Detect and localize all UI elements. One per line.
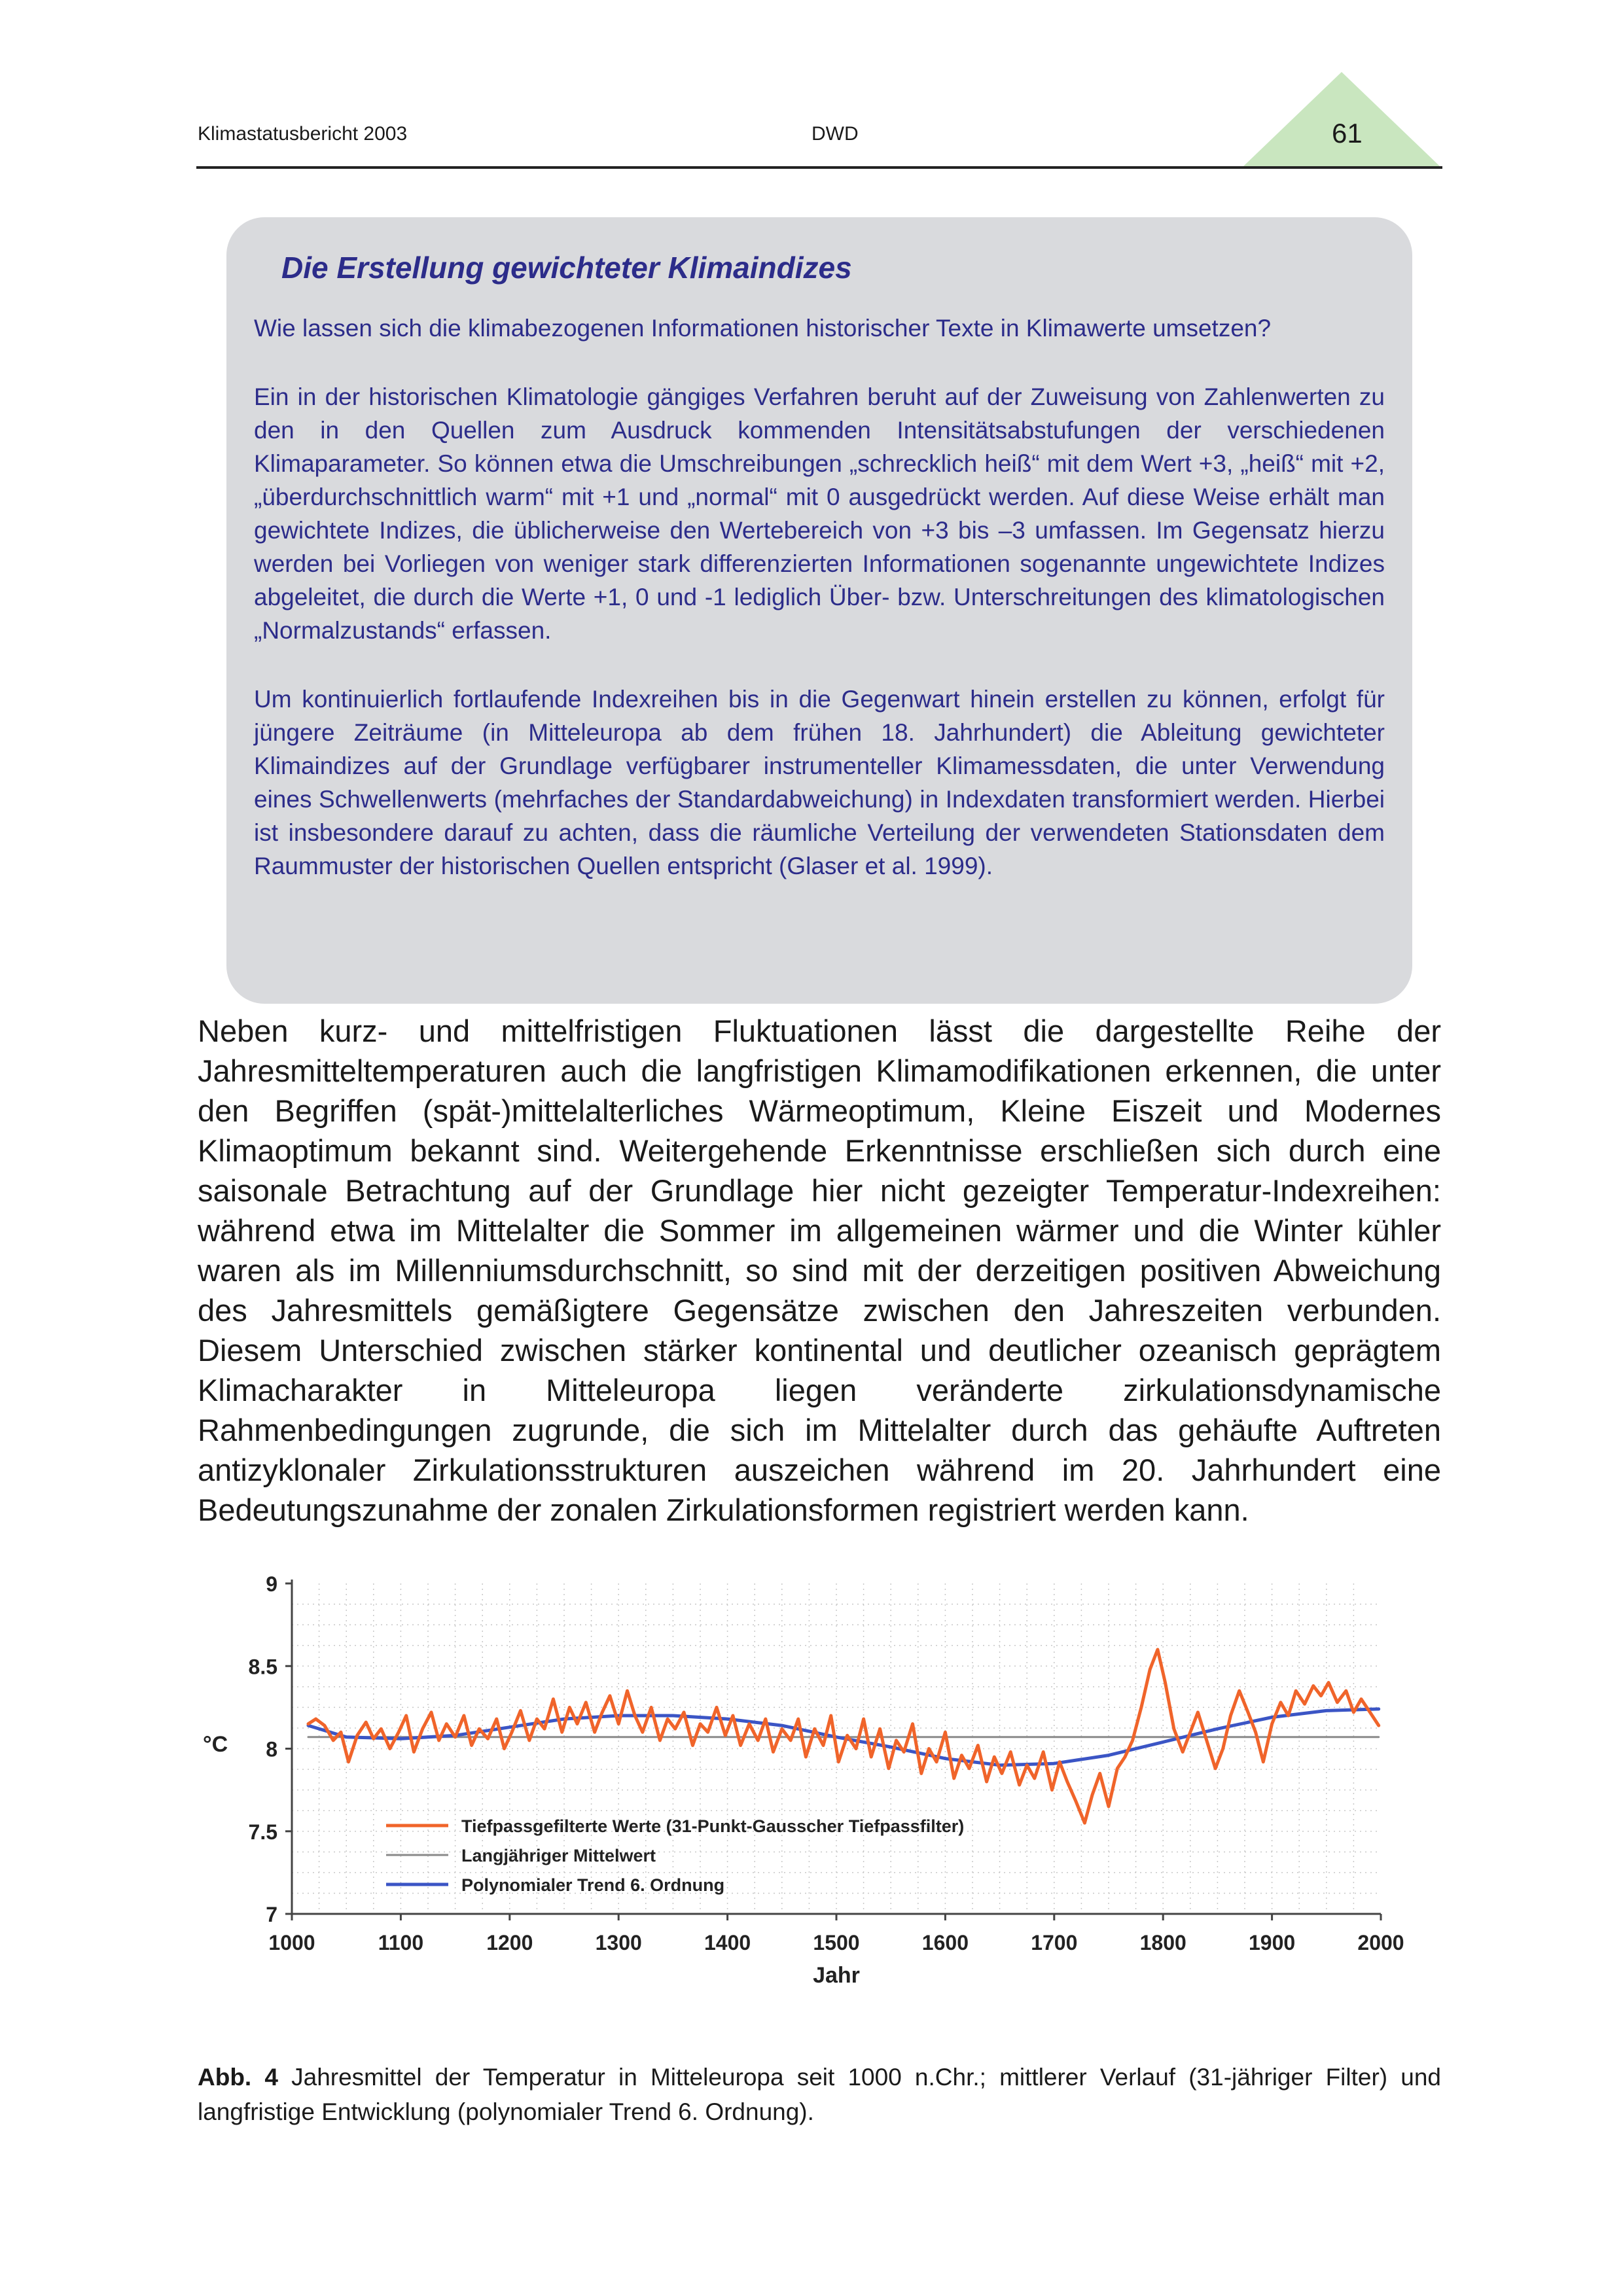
temperature-chart bbox=[190, 1564, 1433, 1996]
legend-label: Langjähriger Mittelwert bbox=[461, 1846, 656, 1865]
y-tick-label: 7.5 bbox=[248, 1820, 277, 1844]
legend-label: Tiefpassgefilterte Werte (31-Punkt-Gausscher Tiefpassfilter) bbox=[461, 1816, 965, 1836]
figure-caption-text: Jahresmittel der Temperatur in Mitteleuropa seit 1000 n.Chr.; mittlerer Verlauf (31-jähriger Filter) und langfristige Entwicklung (polynomialer Trend 6. Ordnung). bbox=[198, 2064, 1442, 2125]
chart-axes bbox=[249, 1572, 1404, 1954]
x-tick-label: 1600 bbox=[921, 1931, 969, 1954]
y-axis-label: °C bbox=[203, 1732, 228, 1757]
info-box-paragraph: Ein in der historischen Klimatologie gängiges Verfahren beruht auf der Zuweisung von Zahlenwerten zu den in den Quellen zum Ausdruck kommenden Intensitätsabstufungen der verschiedenen Klimaparameter. So können etwa die Umschreibungen „schrecklich heiß“ mit dem Wert +3, „heiß“ mit +2, „überdurchschnittlich warm“ mit +1 und „normal“ mit 0 ausgedrückt werden. Auf diese Weise erhält man gewichtete Indizes, die üblicherweise den Wertebereich von +3 bis –3 umfassen. Im Gegensatz hierzu werden bei Vorliegen von weniger stark differenzierten Informationen sogenannte ungewichtete Indizes abgeleitet, die durch die Werte +1, 0 und -1 lediglich Über- bzw. Unterschreitungen des klimatologischen „Normalzustands“ erfassen. bbox=[254, 383, 1385, 644]
page-header bbox=[196, 72, 1442, 170]
x-axis-label: Jahr bbox=[813, 1963, 860, 1988]
legend-label: Polynomialer Trend 6. Ordnung bbox=[461, 1875, 725, 1895]
x-tick-label: 1400 bbox=[704, 1931, 751, 1954]
x-tick-label: 1000 bbox=[268, 1931, 315, 1954]
x-tick-label: 1700 bbox=[1031, 1931, 1078, 1954]
chart-legend bbox=[386, 1816, 964, 1895]
chart-series bbox=[308, 1650, 1379, 1823]
header-publisher: DWD bbox=[812, 123, 859, 145]
y-tick-label: 9 bbox=[266, 1572, 277, 1596]
info-box-paragraph: Um kontinuierlich fortlaufende Indexreihen bis in die Gegenwart hinein erstellen zu können, erfolgt für jüngere Zeiträume (in Mitteleuropa ab dem frühen 18. Jahrhundert) die Ableitung gewichteter Klimaindizes auf der Grundlage verfügbarer instrumenteller Klimamessdaten, die unter Verwendung eines Schwellenwerts (mehrfaches der Standardabweichung) in Indexdaten transformiert werden. Hierbei ist insbesondere darauf zu achten, dass die räumliche Verteilung der verwendeten Stationsdaten dem Raummuster der historischen Quellen entspricht (Glaser et al. 1999). bbox=[254, 686, 1385, 879]
x-tick-label: 1500 bbox=[813, 1931, 860, 1954]
info-box bbox=[226, 217, 1412, 1004]
x-tick-label: 1100 bbox=[378, 1931, 424, 1954]
body-paragraph: Neben kurz- und mittelfristigen Fluktuationen lässt die dargestellte Reihe der Jahresmitteltemperaturen auch die langfristigen Klimamodifikationen erkennen, die unter den Begriffen (spät-)mittelalterliches Wärmeoptimum, Kleine Eiszeit und Modernes Klimaoptimum bekannt sind. Weitergehende Erkenntnisse erschließen sich durch eine saisonale Betrachtung auf der Grundlage hier nicht gezeigter Temperatur-Indexreihen: während etwa im Mittelalter die Sommer im allgemeinen wärmer und die Winter kühler waren als im Millenniumsdurchschnitt, so sind mit der derzeitigen positiven Abweichung des Jahresmittels gemäßigtere Gegensätze zwischen den Jahreszeiten verbunden. Diesem Unterschied zwischen stärker kontinental und deutlicher ozeanisch geprägtem Klimacharakter in Mitteleuropa liegen veränderte zirkulationsdynamische Rahmenbedingungen zugrunde, die sich im Mittelalter durch das gehäufte Auftreten antizyklonaler Zirkulationsstrukturen auszeichen während im 20. Jahrhundert eine Bedeutungszunahme der zonalen Zirkulationsformen registriert werden kann. bbox=[198, 1014, 1441, 1527]
page-number: 61 bbox=[1332, 118, 1363, 149]
figure-caption bbox=[198, 2060, 1441, 2129]
header-report-title: Klimastatusbericht 2003 bbox=[198, 123, 408, 145]
x-tick-label: 1800 bbox=[1139, 1931, 1186, 1954]
y-tick-label: 7 bbox=[266, 1903, 277, 1926]
info-box-question: Wie lassen sich die klimabezogenen Informationen historischer Texte in Klimawerte umsetzen? bbox=[254, 315, 1272, 342]
y-tick-label: 8.5 bbox=[248, 1655, 277, 1679]
y-tick-label: 8 bbox=[266, 1737, 277, 1761]
x-tick-label: 2000 bbox=[1357, 1931, 1404, 1954]
info-box-title: Die Erstellung gewichteter Klimaindizes bbox=[281, 251, 852, 285]
x-tick-label: 1300 bbox=[595, 1931, 642, 1954]
x-tick-label: 1900 bbox=[1249, 1931, 1296, 1954]
x-tick-label: 1200 bbox=[486, 1931, 533, 1954]
figure-caption-label: Abb. 4 bbox=[198, 2064, 278, 2091]
header-rule bbox=[196, 166, 1442, 169]
